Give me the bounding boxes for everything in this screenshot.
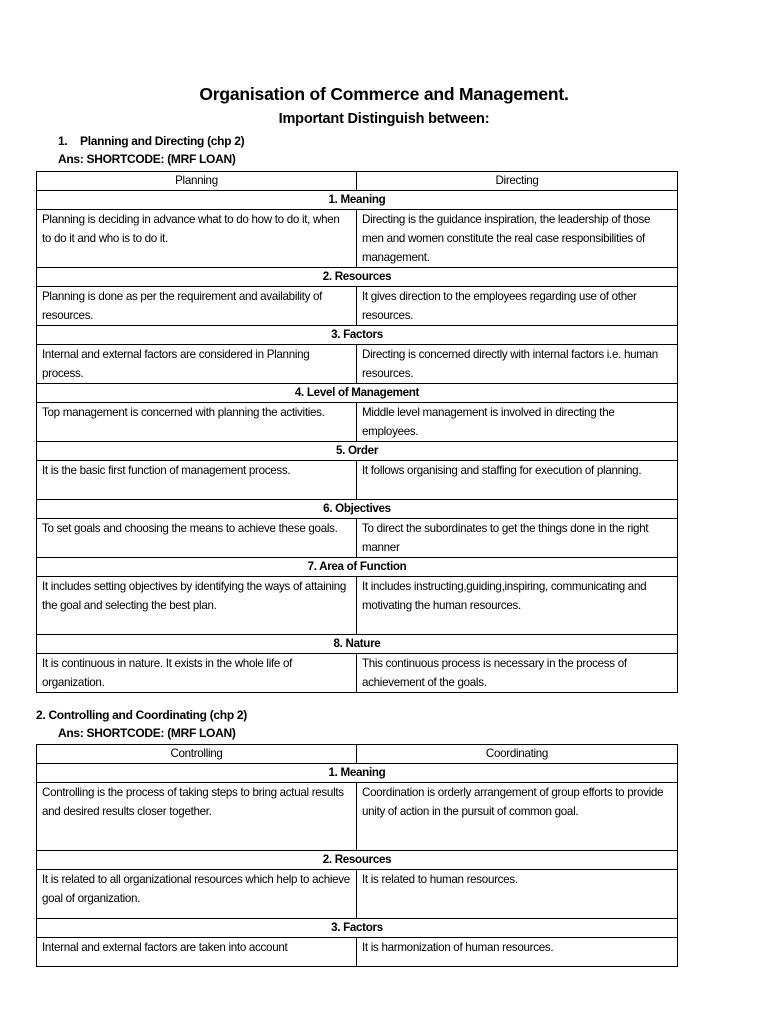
right-cell: Directing is concerned directly with internal factors i.e. human resources. xyxy=(357,345,678,384)
right-cell: It follows organising and staffing for execution of planning. xyxy=(357,461,678,500)
q2-heading: 2. Controlling and Coordinating (chp 2) xyxy=(36,708,247,722)
column-header-right: Coordinating xyxy=(357,745,678,764)
right-cell: It includes instructing,guiding,inspiring, communicating and motivating the human resources. xyxy=(357,577,678,635)
table-row xyxy=(37,938,678,967)
right-cell: To direct the subordinates to get the things done in the right manner xyxy=(357,519,678,558)
section-row xyxy=(37,919,678,938)
section-title: 6. Objectives xyxy=(37,500,678,519)
section-row xyxy=(37,558,678,577)
q1-heading-number: 1. xyxy=(58,134,68,148)
planning-directing-table xyxy=(36,171,678,693)
table-row xyxy=(37,345,678,384)
table-row xyxy=(37,654,678,693)
left-cell: It is continuous in nature. It exists in the whole life of organization. xyxy=(37,654,357,693)
left-cell: Planning is deciding in advance what to do how to do it, when to do it and who is to do it. xyxy=(37,210,357,268)
q1-answer-shortcode: Ans: SHORTCODE: (MRF LOAN) xyxy=(58,152,236,166)
controlling-coordinating-table xyxy=(36,744,678,967)
section-row xyxy=(37,191,678,210)
section-row xyxy=(37,268,678,287)
section-row xyxy=(37,851,678,870)
table-row xyxy=(37,403,678,442)
left-cell: Planning is done as per the requirement and availability of resources. xyxy=(37,287,357,326)
section-title: 1. Meaning xyxy=(37,764,678,783)
section-row xyxy=(37,500,678,519)
section-title: 2. Resources xyxy=(37,268,678,287)
left-cell: Internal and external factors are considered in Planning process. xyxy=(37,345,357,384)
column-header-left: Planning xyxy=(37,172,357,191)
left-cell: Internal and external factors are taken into account xyxy=(37,938,357,967)
left-cell: Top management is concerned with planning the activities. xyxy=(37,403,357,442)
right-cell: Coordination is orderly arrangement of group efforts to provide unity of action in the pursuit of common goal. xyxy=(357,783,678,851)
table-row xyxy=(37,870,678,919)
table-header-row xyxy=(37,745,678,764)
section-row xyxy=(37,635,678,654)
table-header-row xyxy=(37,172,678,191)
section-title: 7. Area of Function xyxy=(37,558,678,577)
table-row xyxy=(37,287,678,326)
section-row xyxy=(37,384,678,403)
section-title: 1. Meaning xyxy=(37,191,678,210)
right-cell: This continuous process is necessary in the process of achievement of the goals. xyxy=(357,654,678,693)
left-cell: Controlling is the process of taking steps to bring actual results and desired results closer together. xyxy=(37,783,357,851)
q2-answer-shortcode: Ans: SHORTCODE: (MRF LOAN) xyxy=(58,726,236,740)
section-row xyxy=(37,442,678,461)
right-cell: It gives direction to the employees regarding use of other resources. xyxy=(357,287,678,326)
q1-heading: Planning and Directing (chp 2) xyxy=(80,134,245,148)
section-title: 8. Nature xyxy=(37,635,678,654)
left-cell: It is the basic first function of management process. xyxy=(37,461,357,500)
section-title: 3. Factors xyxy=(37,919,678,938)
right-cell: Directing is the guidance inspiration, the leadership of those men and women constitute the real case responsibilities of management. xyxy=(357,210,678,268)
column-header-right: Directing xyxy=(357,172,678,191)
right-cell: It is related to human resources. xyxy=(357,870,678,919)
table-row xyxy=(37,461,678,500)
table-row xyxy=(37,210,678,268)
right-cell: Middle level management is involved in directing the employees. xyxy=(357,403,678,442)
section-title: 4. Level of Management xyxy=(37,384,678,403)
right-cell: It is harmonization of human resources. xyxy=(357,938,678,967)
column-header-left: Controlling xyxy=(37,745,357,764)
section-title: 5. Order xyxy=(37,442,678,461)
section-title: 3. Factors xyxy=(37,326,678,345)
table-row xyxy=(37,519,678,558)
section-title: 2. Resources xyxy=(37,851,678,870)
document-subtitle: Important Distinguish between: xyxy=(278,111,490,127)
left-cell: To set goals and choosing the means to achieve these goals. xyxy=(37,519,357,558)
left-cell: It is related to all organizational resources which help to achieve goal of organization. xyxy=(37,870,357,919)
left-cell: It includes setting objectives by identifying the ways of attaining the goal and selecting the best plan. xyxy=(37,577,357,635)
section-row xyxy=(37,326,678,345)
table-row xyxy=(37,577,678,635)
table-row xyxy=(37,783,678,851)
document-title: Organisation of Commerce and Management. xyxy=(199,84,569,104)
section-row xyxy=(37,764,678,783)
